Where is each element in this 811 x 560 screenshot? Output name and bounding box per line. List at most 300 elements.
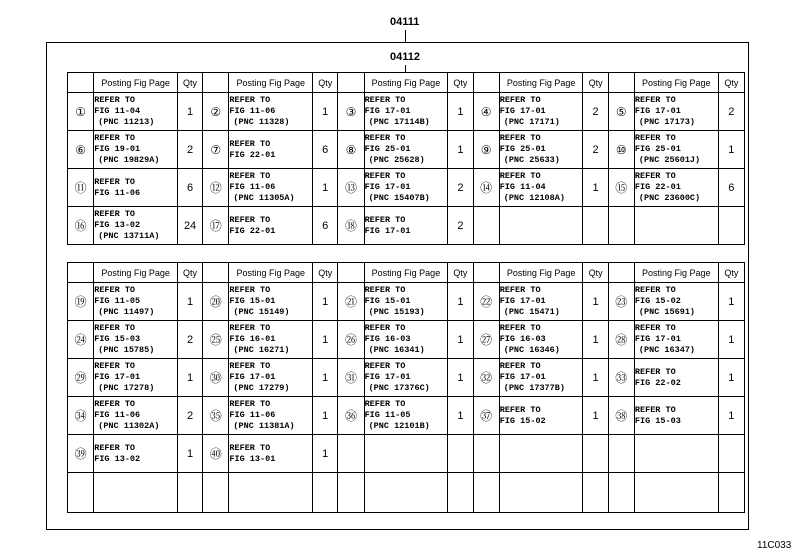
posting-reference [634, 473, 718, 513]
item-number: ⑭ [473, 169, 499, 207]
pnc-text: (PNC 16347) [638, 345, 696, 355]
fig-page-text: FIG 13-01 [229, 453, 276, 464]
fig-page-text: FIG 17-01 [229, 372, 276, 382]
table-row [68, 435, 745, 473]
header-qty: Qty [177, 263, 202, 283]
refer-to-text: REFER TO [364, 323, 406, 333]
posting-reference [94, 283, 178, 321]
item-qty: 1 [313, 283, 338, 321]
figure-id-label: 11C033 [757, 540, 792, 551]
posting-reference [634, 321, 718, 359]
item-number [338, 473, 364, 513]
header-number-cell [473, 73, 499, 93]
fig-page-text: FIG 11-05 [94, 296, 141, 306]
fig-page-text: FIG 17-01 [634, 334, 681, 344]
posting-reference [229, 93, 313, 131]
posting-reference [229, 359, 313, 397]
item-qty: 1 [448, 93, 473, 131]
posting-reference [229, 283, 313, 321]
header-number-cell [68, 263, 94, 283]
header-posting-fig-page: Posting Fig Page [229, 263, 313, 283]
item-number: ㉛ [338, 359, 364, 397]
refer-to-text: REFER TO [229, 442, 271, 453]
item-number: ④ [473, 93, 499, 131]
header-qty: Qty [313, 73, 338, 93]
item-number: ㉘ [608, 321, 634, 359]
pnc-text: (PNC 11328) [233, 117, 290, 127]
refer-to-text: REFER TO [634, 323, 676, 333]
item-qty [448, 473, 473, 513]
item-qty: 2 [177, 131, 202, 169]
pnc-text: (PNC 25628) [368, 155, 425, 165]
posting-reference [364, 169, 448, 207]
header-number-cell [608, 73, 634, 93]
pnc-text: (PNC 17114B) [368, 117, 430, 127]
item-qty: 2 [448, 169, 473, 207]
table-row [68, 93, 745, 131]
posting-reference [229, 397, 313, 435]
item-number: ㉑ [338, 283, 364, 321]
item-number: ㉞ [68, 397, 94, 435]
table-row [68, 321, 745, 359]
posting-reference [499, 435, 583, 473]
pnc-text: (PNC 11305A) [233, 193, 295, 203]
fig-page-text: FIG 22-01 [634, 182, 681, 192]
fig-page-text: FIG 11-06 [229, 182, 276, 192]
header-posting-fig-page: Posting Fig Page [94, 73, 178, 93]
item-number: ① [68, 93, 94, 131]
header-qty: Qty [583, 263, 608, 283]
refer-to-text: REFER TO [499, 171, 541, 181]
item-number: ㉜ [473, 359, 499, 397]
pnc-text: (PNC 11381A) [233, 421, 295, 431]
item-qty: 2 [177, 397, 202, 435]
posting-reference [364, 473, 448, 513]
fig-page-text: FIG 25-01 [634, 144, 681, 154]
posting-reference [499, 359, 583, 397]
item-number [68, 473, 94, 513]
pnc-text: (PNC 16341) [368, 345, 425, 355]
item-number: ㉝ [608, 359, 634, 397]
table-row [68, 397, 745, 435]
item-qty [718, 207, 744, 245]
fig-page-text: FIG 15-03 [94, 334, 141, 344]
pnc-text: (PNC 13711A) [98, 231, 160, 241]
item-number: ㊱ [338, 397, 364, 435]
pnc-text: (PNC 15691) [638, 307, 696, 317]
item-qty: 1 [448, 397, 473, 435]
table-row [68, 359, 745, 397]
pnc-text: (PNC 15407B) [368, 193, 430, 203]
table-row [68, 169, 745, 207]
item-number [338, 435, 364, 473]
posting-reference [229, 321, 313, 359]
item-qty: 1 [718, 359, 744, 397]
pnc-text: (PNC 19829A) [98, 155, 160, 165]
item-number: ⑮ [608, 169, 634, 207]
table-row [68, 473, 745, 513]
posting-reference [94, 321, 178, 359]
header-qty: Qty [583, 73, 608, 93]
posting-reference [94, 131, 178, 169]
item-qty: 6 [177, 169, 202, 207]
item-number: ⑳ [203, 283, 229, 321]
item-number: ⑤ [608, 93, 634, 131]
header-number-cell [203, 73, 229, 93]
parts-table-top [67, 72, 745, 245]
posting-reference [229, 473, 313, 513]
refer-to-text: REFER TO [229, 95, 271, 105]
table-row [68, 283, 745, 321]
refer-to-text: REFER TO [499, 133, 541, 143]
posting-reference [364, 435, 448, 473]
refer-to-text: REFER TO [94, 399, 136, 409]
fig-page-text: FIG 15-02 [499, 415, 546, 426]
item-number: ⑫ [203, 169, 229, 207]
item-qty: 2 [583, 93, 608, 131]
posting-reference [94, 207, 178, 245]
fig-page-text: FIG 17-01 [364, 225, 411, 236]
pnc-text: (PNC 17377B) [503, 383, 565, 393]
refer-to-text: REFER TO [94, 442, 136, 453]
header-number-cell [203, 263, 229, 283]
pnc-text: (PNC 17173) [638, 117, 696, 127]
refer-to-text: REFER TO [499, 404, 541, 415]
pnc-text: (PNC 11497) [98, 307, 155, 317]
pnc-text: (PNC 25601J) [638, 155, 701, 165]
refer-to-text: REFER TO [634, 171, 676, 181]
item-qty: 1 [583, 169, 608, 207]
item-qty: 2 [583, 131, 608, 169]
fig-page-text: FIG 22-01 [229, 225, 276, 236]
posting-reference [364, 207, 448, 245]
refer-to-text: REFER TO [94, 176, 136, 187]
item-number [473, 473, 499, 513]
header-posting-fig-page: Posting Fig Page [499, 73, 583, 93]
item-qty: 1 [313, 397, 338, 435]
item-qty: 1 [448, 359, 473, 397]
item-qty: 1 [583, 283, 608, 321]
fig-page-text: FIG 15-03 [634, 415, 681, 426]
item-qty: 6 [313, 131, 338, 169]
pnc-text: (PNC 15149) [233, 307, 290, 317]
fig-page-text: FIG 19-01 [94, 144, 141, 154]
fig-page-text: FIG 16-01 [229, 334, 276, 344]
item-number: ⑥ [68, 131, 94, 169]
refer-to-text: REFER TO [229, 214, 271, 225]
refer-to-text: REFER TO [229, 171, 271, 181]
refer-to-text: REFER TO [94, 361, 136, 371]
posting-reference [499, 207, 583, 245]
header-number-cell [338, 73, 364, 93]
fig-page-text: FIG 11-06 [229, 106, 276, 116]
posting-reference [364, 131, 448, 169]
item-number: ⑬ [338, 169, 364, 207]
header-posting-fig-page: Posting Fig Page [229, 73, 313, 93]
refer-to-text: REFER TO [364, 95, 406, 105]
item-number: ㉔ [68, 321, 94, 359]
header-number-cell [68, 73, 94, 93]
parent-code-label: 04111 [390, 16, 420, 28]
item-qty: 1 [313, 435, 338, 473]
fig-page-text: FIG 15-01 [364, 296, 411, 306]
item-number [608, 207, 634, 245]
pnc-text: (PNC 15193) [368, 307, 425, 317]
header-qty: Qty [177, 73, 202, 93]
posting-reference [94, 169, 178, 207]
item-qty: 1 [448, 321, 473, 359]
header-posting-fig-page: Posting Fig Page [364, 263, 448, 283]
fig-page-text: FIG 17-01 [364, 182, 411, 192]
item-qty: 1 [313, 321, 338, 359]
posting-reference [499, 131, 583, 169]
refer-to-text: REFER TO [94, 209, 136, 219]
header-row [68, 263, 745, 283]
fig-page-text: FIG 15-02 [634, 296, 681, 306]
pnc-text: (PNC 15471) [503, 307, 560, 317]
header-qty: Qty [718, 263, 744, 283]
posting-reference [229, 435, 313, 473]
pnc-text: (PNC 17279) [233, 383, 290, 393]
posting-reference [364, 283, 448, 321]
item-number [473, 207, 499, 245]
item-qty: 1 [313, 359, 338, 397]
item-number: ⑯ [68, 207, 94, 245]
posting-reference [499, 321, 583, 359]
pnc-text: (PNC 12101B) [368, 421, 430, 431]
item-qty: 2 [177, 321, 202, 359]
item-qty: 1 [718, 283, 744, 321]
fig-page-text: FIG 22-01 [229, 149, 276, 160]
posting-reference [94, 473, 178, 513]
item-qty: 6 [313, 207, 338, 245]
parent-leader-line [405, 30, 406, 42]
item-number: ㉟ [203, 397, 229, 435]
posting-reference [364, 93, 448, 131]
header-number-cell [338, 263, 364, 283]
header-number-cell [608, 263, 634, 283]
refer-to-text: REFER TO [634, 133, 676, 143]
posting-reference [499, 397, 583, 435]
item-qty: 1 [177, 435, 202, 473]
posting-reference [634, 169, 718, 207]
pnc-text: (PNC 15785) [98, 345, 155, 355]
fig-page-text: FIG 13-02 [94, 220, 141, 230]
header-number-cell [473, 263, 499, 283]
item-number: ㉙ [68, 359, 94, 397]
fig-page-text: FIG 17-01 [634, 106, 681, 116]
refer-to-text: REFER TO [229, 323, 271, 333]
item-number: ⑧ [338, 131, 364, 169]
posting-reference [94, 397, 178, 435]
item-number: ㉒ [473, 283, 499, 321]
item-number: ㊴ [68, 435, 94, 473]
item-number: ⑦ [203, 131, 229, 169]
fig-page-text: FIG 17-01 [94, 372, 141, 382]
refer-to-text: REFER TO [229, 138, 271, 149]
refer-to-text: REFER TO [364, 399, 406, 409]
item-qty [583, 207, 608, 245]
posting-reference [499, 169, 583, 207]
refer-to-text: REFER TO [229, 361, 271, 371]
item-number: ㉓ [608, 283, 634, 321]
item-qty: 1 [313, 169, 338, 207]
refer-to-text: REFER TO [94, 285, 136, 295]
fig-page-text: FIG 17-01 [364, 106, 411, 116]
fig-page-text: FIG 13-02 [94, 453, 141, 464]
refer-to-text: REFER TO [364, 285, 406, 295]
posting-reference [634, 359, 718, 397]
fig-page-text: FIG 11-04 [94, 106, 141, 116]
item-number: ⑰ [203, 207, 229, 245]
header-posting-fig-page: Posting Fig Page [94, 263, 178, 283]
item-qty [718, 473, 744, 513]
header-qty: Qty [718, 73, 744, 93]
item-number: ㊳ [608, 397, 634, 435]
header-row [68, 73, 745, 93]
posting-reference [364, 359, 448, 397]
refer-to-text: REFER TO [229, 399, 271, 409]
refer-to-text: REFER TO [499, 323, 541, 333]
posting-reference [634, 131, 718, 169]
item-number: ㊲ [473, 397, 499, 435]
item-number [608, 473, 634, 513]
item-qty: 1 [583, 321, 608, 359]
header-qty: Qty [448, 263, 473, 283]
item-qty [313, 473, 338, 513]
fig-page-text: FIG 11-05 [364, 410, 411, 420]
pnc-text: (PNC 12108A) [503, 193, 565, 203]
pnc-text: (PNC 16271) [233, 345, 290, 355]
posting-reference [364, 321, 448, 359]
pnc-text: (PNC 23600C) [638, 193, 701, 203]
item-number: ㊵ [203, 435, 229, 473]
sub-code-label: 04112 [390, 51, 420, 63]
item-qty: 1 [583, 359, 608, 397]
item-qty [448, 435, 473, 473]
item-number: ⑨ [473, 131, 499, 169]
item-qty: 1 [177, 283, 202, 321]
header-posting-fig-page: Posting Fig Page [634, 263, 718, 283]
pnc-text: (PNC 16346) [503, 345, 560, 355]
item-qty: 1 [718, 131, 744, 169]
fig-page-text: FIG 16-03 [364, 334, 411, 344]
pnc-text: (PNC 11213) [98, 117, 155, 127]
item-number [203, 473, 229, 513]
posting-reference [634, 93, 718, 131]
item-number: ㉕ [203, 321, 229, 359]
refer-to-text: REFER TO [499, 95, 541, 105]
refer-to-text: REFER TO [634, 404, 676, 415]
pnc-text: (PNC 17376C) [368, 383, 430, 393]
item-qty: 1 [177, 359, 202, 397]
item-number: ⑪ [68, 169, 94, 207]
posting-reference [364, 397, 448, 435]
refer-to-text: REFER TO [634, 285, 676, 295]
fig-page-text: FIG 22-02 [634, 377, 681, 388]
refer-to-text: REFER TO [364, 214, 406, 225]
posting-reference [229, 207, 313, 245]
refer-to-text: REFER TO [364, 361, 406, 371]
refer-to-text: REFER TO [364, 171, 406, 181]
table-row [68, 207, 745, 245]
fig-page-text: FIG 17-01 [499, 372, 546, 382]
item-number: ㉖ [338, 321, 364, 359]
refer-to-text: REFER TO [634, 366, 676, 377]
pnc-text: (PNC 11302A) [98, 421, 160, 431]
posting-reference [499, 93, 583, 131]
item-qty [583, 435, 608, 473]
fig-page-text: FIG 25-01 [499, 144, 546, 154]
item-qty: 1 [718, 397, 744, 435]
fig-page-text: FIG 17-01 [499, 106, 546, 116]
item-number: ⑩ [608, 131, 634, 169]
item-qty: 1 [313, 93, 338, 131]
item-qty: 2 [718, 93, 744, 131]
item-qty: 2 [448, 207, 473, 245]
item-qty [177, 473, 202, 513]
item-qty: 1 [448, 283, 473, 321]
header-posting-fig-page: Posting Fig Page [499, 263, 583, 283]
item-number [608, 435, 634, 473]
item-qty [718, 435, 744, 473]
refer-to-text: REFER TO [94, 95, 136, 105]
fig-page-text: FIG 25-01 [364, 144, 411, 154]
refer-to-text: REFER TO [94, 133, 136, 143]
item-qty: 1 [583, 397, 608, 435]
item-qty: 6 [718, 169, 744, 207]
pnc-text: (PNC 17171) [503, 117, 560, 127]
posting-reference [94, 93, 178, 131]
item-number: ② [203, 93, 229, 131]
header-qty: Qty [313, 263, 338, 283]
fig-page-text: FIG 17-01 [499, 296, 546, 306]
posting-reference [229, 169, 313, 207]
posting-reference [94, 359, 178, 397]
fig-page-text: FIG 11-06 [94, 187, 141, 198]
posting-reference [499, 283, 583, 321]
refer-to-text: REFER TO [499, 361, 541, 371]
posting-reference [634, 207, 718, 245]
item-qty: 1 [718, 321, 744, 359]
refer-to-text: REFER TO [229, 285, 271, 295]
header-qty: Qty [448, 73, 473, 93]
item-qty [583, 473, 608, 513]
refer-to-text: REFER TO [499, 285, 541, 295]
fig-page-text: FIG 11-06 [94, 410, 141, 420]
posting-reference [634, 283, 718, 321]
item-number: ㉗ [473, 321, 499, 359]
table-row [68, 131, 745, 169]
item-qty: 1 [448, 131, 473, 169]
header-posting-fig-page: Posting Fig Page [634, 73, 718, 93]
posting-reference [94, 435, 178, 473]
pnc-text: (PNC 17278) [98, 383, 155, 393]
refer-to-text: REFER TO [364, 133, 406, 143]
header-posting-fig-page: Posting Fig Page [364, 73, 448, 93]
posting-reference [499, 473, 583, 513]
fig-page-text: FIG 15-01 [229, 296, 276, 306]
item-number [473, 435, 499, 473]
posting-reference [634, 397, 718, 435]
fig-page-text: FIG 11-06 [229, 410, 276, 420]
fig-page-text: FIG 11-04 [499, 182, 546, 192]
posting-reference [634, 435, 718, 473]
item-number: ⑱ [338, 207, 364, 245]
refer-to-text: REFER TO [634, 95, 676, 105]
refer-to-text: REFER TO [94, 323, 136, 333]
item-number: ③ [338, 93, 364, 131]
